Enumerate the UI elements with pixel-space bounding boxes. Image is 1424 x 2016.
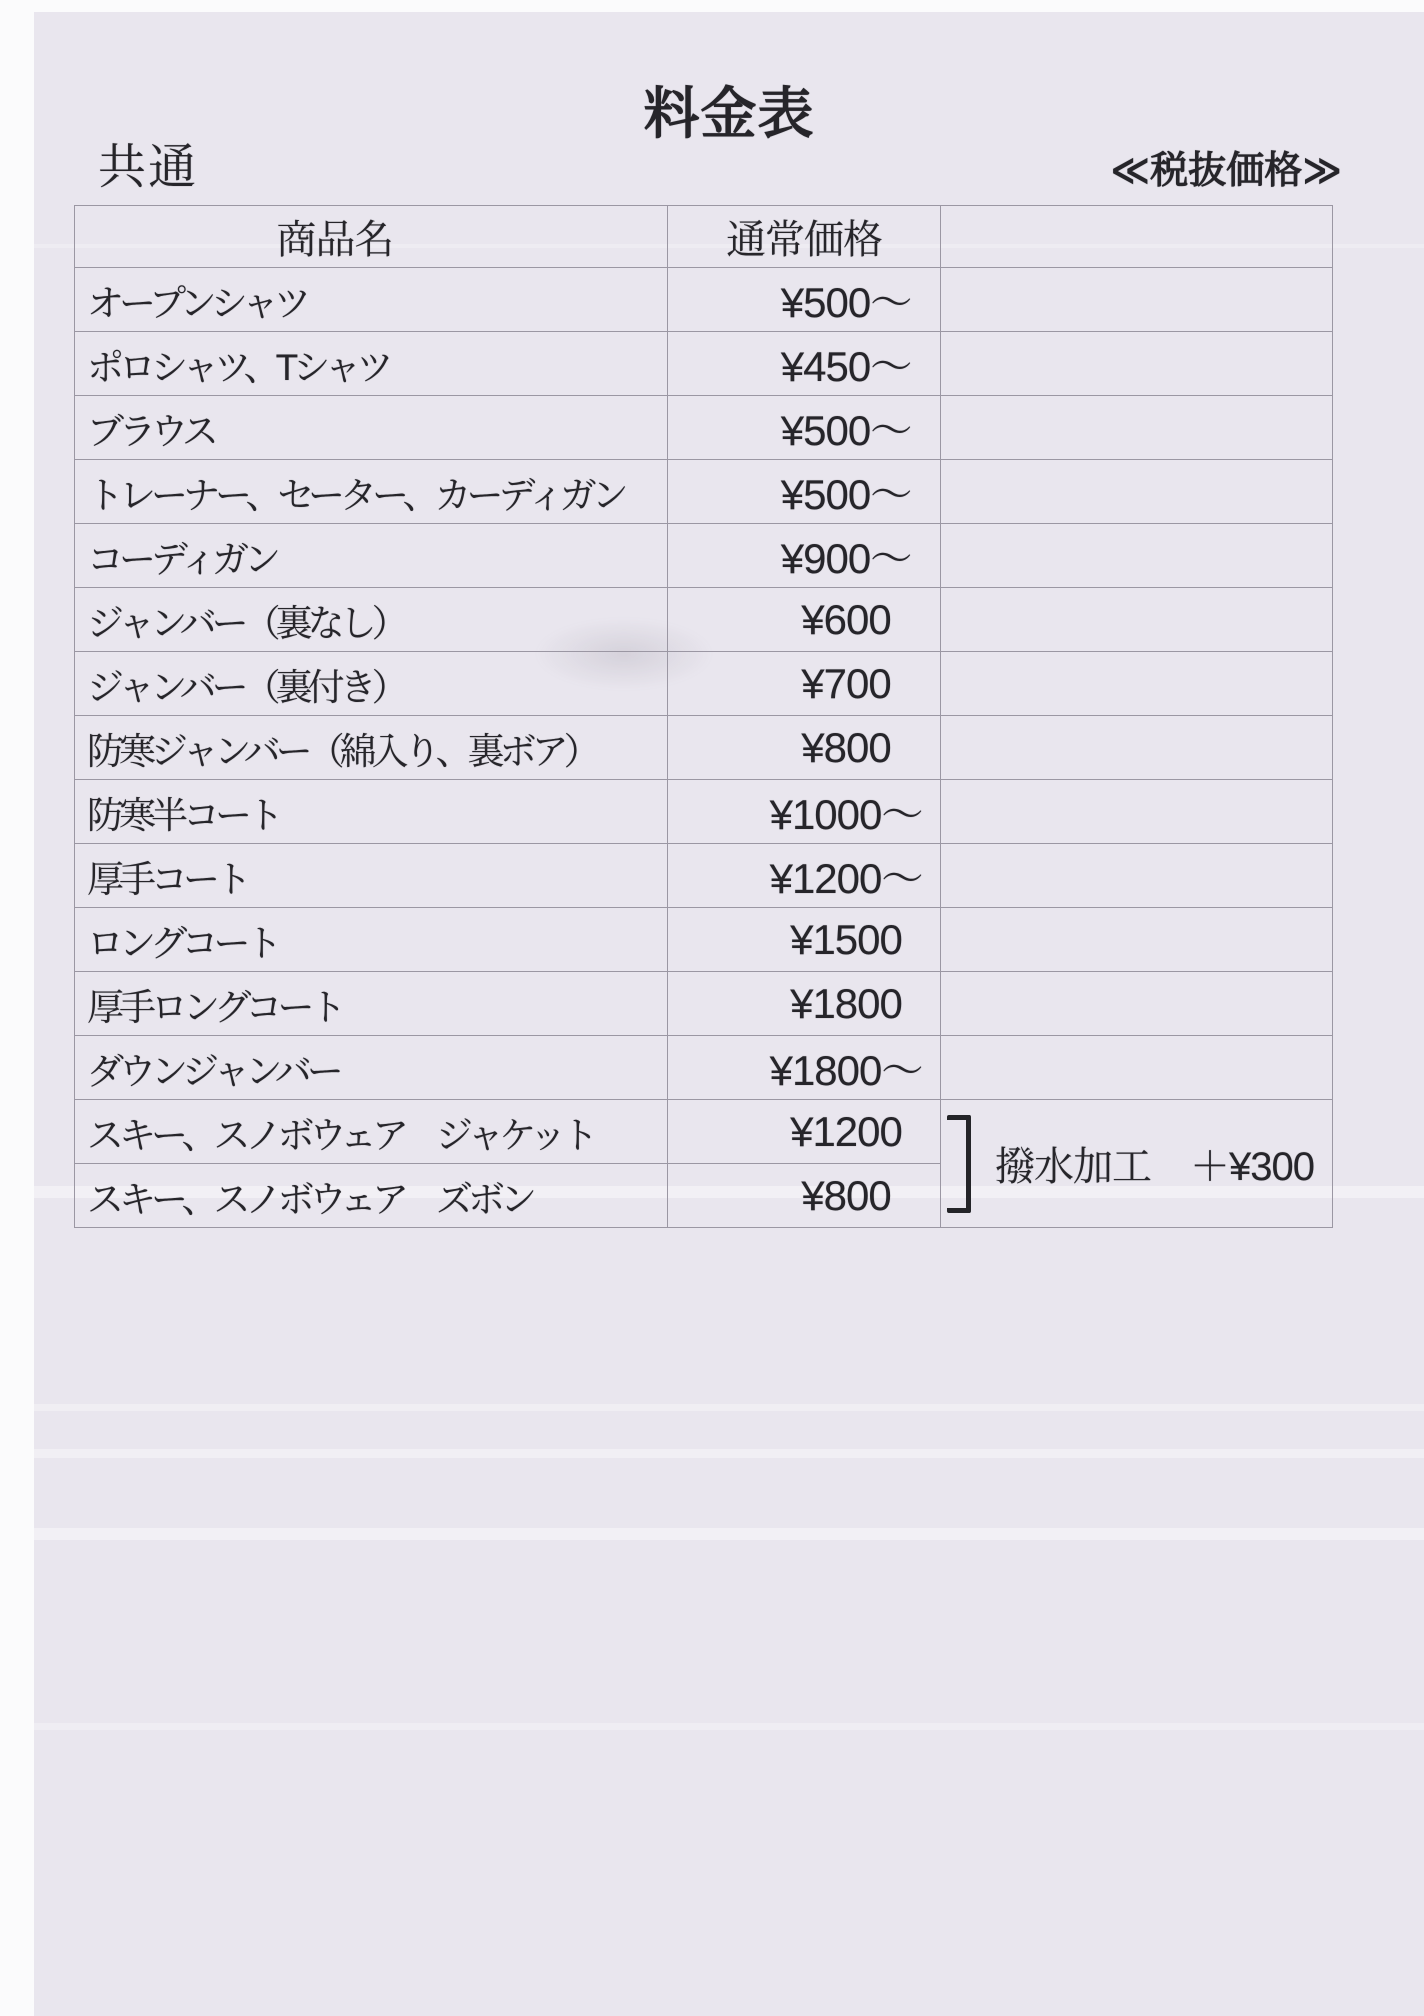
note-cell bbox=[941, 460, 1333, 524]
product-name-cell: ロングコート bbox=[75, 908, 668, 972]
price-cell: ¥700 bbox=[668, 652, 941, 716]
note-cell bbox=[941, 332, 1333, 396]
table-row bbox=[75, 1100, 1333, 1164]
note-cell bbox=[941, 268, 1333, 332]
table-row bbox=[75, 908, 1333, 972]
price-cell: ¥800 bbox=[668, 716, 941, 780]
price-cell: ¥1000～ bbox=[668, 780, 941, 844]
table-row bbox=[75, 460, 1333, 524]
product-name-cell: ポロシャツ、Tシャツ bbox=[75, 332, 668, 396]
header-note bbox=[941, 206, 1333, 268]
product-name-cell: 防寒ジャンバー（綿入り、裏ボア） bbox=[75, 716, 668, 780]
price-cell: ¥600 bbox=[668, 588, 941, 652]
product-name-cell: オープンシャツ bbox=[75, 268, 668, 332]
product-name-cell: 防寒半コート bbox=[75, 780, 668, 844]
price-cell: ¥1500 bbox=[668, 908, 941, 972]
note-cell bbox=[941, 396, 1333, 460]
product-name-cell: ジャンバー（裏付き） bbox=[75, 652, 668, 716]
price-cell: ¥500～ bbox=[668, 396, 941, 460]
note-cell bbox=[941, 844, 1333, 908]
product-name-cell: ダウンジャンバー bbox=[75, 1036, 668, 1100]
scanned-paper bbox=[34, 12, 1424, 2016]
price-cell: ¥500～ bbox=[668, 460, 941, 524]
section-label: 共通 bbox=[98, 141, 199, 194]
product-name-cell: 厚手コート bbox=[75, 844, 668, 908]
product-name-cell: スキー、スノボウェア ズボン bbox=[75, 1164, 668, 1228]
price-cell: ¥1800～ bbox=[668, 1036, 941, 1100]
page-title: 料金表 bbox=[643, 82, 815, 145]
table-row bbox=[75, 972, 1333, 1036]
header-row bbox=[75, 206, 1333, 268]
table-row bbox=[75, 588, 1333, 652]
table-row bbox=[75, 652, 1333, 716]
table-row bbox=[75, 396, 1333, 460]
product-name-cell: トレーナー、セーター、カーディガン bbox=[75, 460, 668, 524]
note-cell bbox=[941, 1036, 1333, 1100]
water-repellent-note: 撥水加工 ＋¥300 bbox=[995, 1145, 1314, 1189]
note-cell bbox=[941, 652, 1333, 716]
table-row bbox=[75, 332, 1333, 396]
note-cell bbox=[941, 588, 1333, 652]
note-cell bbox=[941, 780, 1333, 844]
header-product-name: 商品名 bbox=[75, 206, 668, 268]
price-bracket bbox=[947, 1115, 971, 1213]
product-name-cell: ブラウス bbox=[75, 396, 668, 460]
table-row bbox=[75, 716, 1333, 780]
table-row bbox=[75, 268, 1333, 332]
price-cell: ¥1200～ bbox=[668, 844, 941, 908]
note-cell bbox=[941, 524, 1333, 588]
price-cell: ¥800 bbox=[668, 1164, 941, 1228]
product-name-cell: コーディガン bbox=[75, 524, 668, 588]
table-row bbox=[75, 844, 1333, 908]
product-name-cell: ジャンバー（裏なし） bbox=[75, 588, 668, 652]
price-cell: ¥450～ bbox=[668, 332, 941, 396]
scan-streak bbox=[34, 1723, 1424, 1730]
note-cell bbox=[941, 716, 1333, 780]
price-table-body bbox=[75, 268, 1333, 1228]
note-cell bbox=[941, 1100, 1333, 1228]
table-row bbox=[75, 780, 1333, 844]
scan-streak bbox=[34, 1528, 1424, 1540]
price-cell: ¥1200 bbox=[668, 1100, 941, 1164]
product-name-cell: スキー、スノボウェア ジャケット bbox=[75, 1100, 668, 1164]
scan-streak bbox=[34, 1404, 1424, 1411]
tax-note: ≪税抜価格≫ bbox=[1110, 150, 1342, 192]
table-row bbox=[75, 1036, 1333, 1100]
price-cell: ¥500～ bbox=[668, 268, 941, 332]
product-name-cell: 厚手ロングコート bbox=[75, 972, 668, 1036]
scan-streak bbox=[34, 1449, 1424, 1458]
price-cell: ¥900～ bbox=[668, 524, 941, 588]
header-regular-price: 通常価格 bbox=[668, 206, 941, 268]
price-table bbox=[74, 205, 1333, 1228]
price-cell: ¥1800 bbox=[668, 972, 941, 1036]
note-cell bbox=[941, 908, 1333, 972]
note-cell bbox=[941, 972, 1333, 1036]
table-row bbox=[75, 524, 1333, 588]
